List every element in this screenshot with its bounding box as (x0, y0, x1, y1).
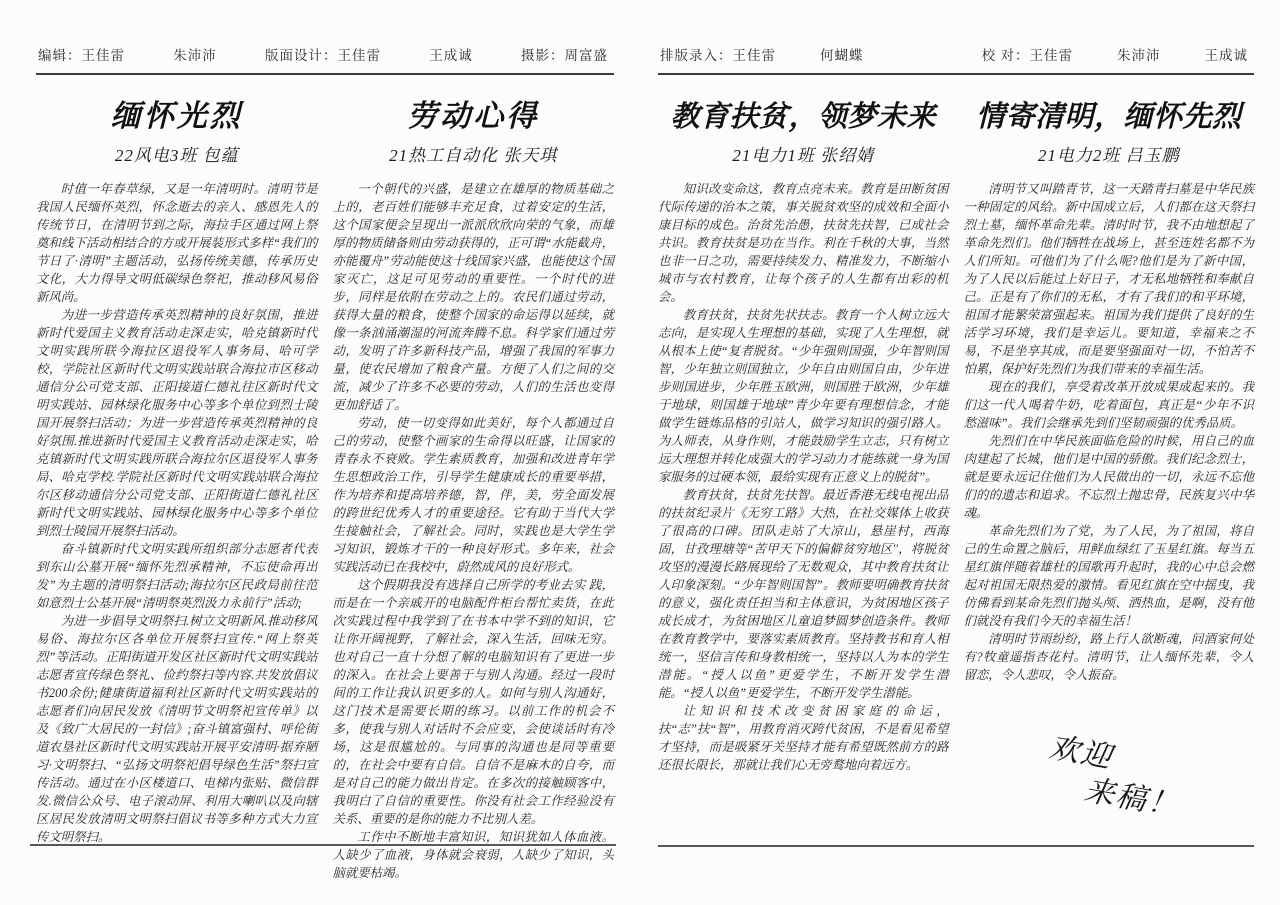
article-paragraph: 一个朝代的兴盛，是建立在雄厚的物质基础之上的，老百姓们能够丰充足食，过着安定的生活，这个国家便会呈现出一派派欣欣向荣的气象，而雄厚的物质储备则由劳动获得的，正可谓“水能截舟，亦能覆舟”劳动能使这十线国家兴盛，也能使这个国家灭亡，这足可见劳动的重要性。一个时代的进步，同样是依附在劳动之上的。农民们通过劳动，获得大量的粮食，使整个国家的命运得以延续，就像一条汹涌潮湿的河流奔腾不息。科学家们通过劳动，发明了许多新科技产品，增强了我国的军事力量，使农民增加了粮食产量。方便了人们之间的交流，减少了许多不必要的劳动，人们的生活也变得更加舒适了。 (332, 182, 614, 412)
article-2-title: 劳动心得 (407, 100, 540, 133)
welcome-note-line-1: 欢迎 (1046, 731, 1116, 775)
credit-editor-2: 朱沛沛 (173, 48, 217, 63)
article-paragraph: 清明时节雨纷纷，路上行人欲断魂，问酒家何处有?牧童遥指杏花村。清明节，让人缅怀先辈，令人留恋，令人悲叹，令人振奋。 (963, 632, 1254, 682)
article-2-byline: 21热工自动化 张天琪 (389, 146, 558, 165)
credit-layout-designer-2: 王成诚 (429, 48, 473, 63)
article-column-4 (964, 79, 1255, 774)
credit-editor: 编辑：王佳雷 (38, 48, 125, 63)
article-column-3 (658, 79, 949, 774)
right-page (658, 44, 1254, 774)
article-paragraph: 先烈们在中华民族面临危险的时候，用自己的血肉建起了长城，他们是中国的骄傲。我们纪念烈士，就是要永远记住他们为人民做出的一切，永远不忘他们的的遗志和追求。不忘烈土抛忠骨，民族复兴中华魂。 (963, 434, 1254, 520)
article-paragraph: 为进一步营造传承英烈精神的良好氛围，推进新时代爱国主义教育活动走深走实，哈克镇新时代文明实践所联今海拉区退役军人事务局、哈可学校，学院社区新时代文明实践站联合海拉市区移动通信分公可党支部、正阳接道仁德礼往区新时代文明实践站、园林绿化服务中心等多个单位到烈士陵国开展祭扫活动；为进一步营造传承英烈精神的良好氛围.推进新时代爱国主义教育活动走深走实，哈克镇新时代文明实践所联合海拉尔区退役军人事务局、哈克学校.学院社区新时代文明实践站联合海拉尔区移动通信分公司党支部、正阳街道仁德礼社区新时代文明实践站、园林绿化服务中心等多个单位到烈士陵园开展祭扫活动。 (36, 308, 318, 538)
credit-proofreader-2: 朱沛沛 (1117, 48, 1161, 63)
left-page (36, 44, 614, 882)
left-page-bottom-rule (30, 844, 616, 846)
credit-proofreading-group (982, 44, 1248, 64)
credit-proofreader-3: 王成诚 (1204, 48, 1248, 63)
credit-typesetter: 排版录入：王佳雷 (660, 48, 776, 63)
article-column-2 (333, 79, 615, 882)
article-paragraph: 奋斗镇新时代文明实践所组织部分志愿者代表到东山公墓开展“缅怀先烈承精神，不忘使命再出发”为主题的清明祭扫活动;海拉尔区民政局前往范如意烈士公基开展“清明祭英烈汲力永前行”活动; (36, 542, 318, 610)
article-paragraph: 让知识和技术改变贫困家庭的命运，扶“志”扶“智”，用教育消灭跨代贫困，不是看见希望才坚持，而是吸紧牙关坚持才能有希望既然前方的路还很长限长，那就让我们心无旁鹜地向着远方。 (658, 704, 949, 772)
article-paragraph: 这个假期我没有选择自己所学的考业去实 践，而是在一个亲戚开的电脑配件柜台帮忙卖货，在此次实践过程中我学到了在书本中学不到的知识，它让你开阔视野，了解社会，深入生活，回味无穷。也对自己一直十分想了解的电脑知识有了更进一步的深入。在社会上要善于与别人沟通。经过一段时间的工作让我认识更多的人。如何与别人沟通好，这门技术是需要长期的练习。以前工作的机会不多，使我与别人对话时不会应变，会使谈话时有冷场，这是很尴尬的。与同事的沟通也是同等重要的，在社会中要有自信。自信不是麻木的自夸，而是对自己的能力做出肯定。在多次的接触顾客中，我明白了自信的重要性。你没有社会工作经验没有关系、重要的是你的能力不比别人差。 (332, 578, 614, 826)
article-paragraph: 现在的我们，享受着改革开放成果成起来的。我们这一代人喝着牛奶，吃着面包，真正是“少年不识愁滋味”。我们会继承先到们坚韧顽强的优秀品质。 (963, 380, 1254, 430)
article-paragraph: 为进一步倡导文明祭扫.树立文明新风.推动移风易俗、海拉尔区各单位开展祭扫宣传.“网上祭英烈”等活动。正阳街道开发区社区新时代文明实践站志愿者宣传绿色祭礼、俭约祭扫等内容.共发放倡议书200余份;健康街道福利社区新时代文明实践站的志愿者们向居民发放《清明节文明祭祀宣传单》以及《致广大居民的一封信》;奋斗镇富强村、呼伦街道农垦社区新时代文明实践站开展平安清明·据弃陋习·文明祭扫、“弘扬文明祭祀倡导绿色生活”祭扫宣传活动。通过在小区楼道口、电梯内张贴、微信群发.微信公众号、电子滚动屏、利用大喇叭以及向辖区居民发放清明文明祭扫倡议书等多种方式大力宣传文明祭扫。 (36, 614, 318, 844)
article-paragraph: 工作中不断地丰富知识，知识犹如人体血液。人缺少了血液，身体就会衰弱，人缺少了知识，头脑就要枯竭。 (332, 830, 614, 880)
right-page-bottom-rule (658, 845, 1254, 847)
right-page-credits (658, 44, 1254, 75)
article-paragraph: 劳动，使一切变得如此美好，每个人都通过自己的劳动，使整个画家的生命得以旺盛，让国家的青春永不衰败。学生素质教育，加强和改进青年学生思想政治工作，引导学生健康成长的重要举措，作为培养和提高培养德，智，伴，美，劳全面发展的跨世纪优秀人才的重要途径。它有助于当代大学生接触社会，了解社会。同时，实践也是大学生学习知识，锻炼才干的一种良好形式。多年来，社会实践活动已在我校中，蔚然成风的良好形式。 (332, 416, 614, 574)
credit-typesetter-2: 何蝴蝶 (820, 48, 864, 63)
article-4-title: 情寄清明，缅怀先烈 (975, 101, 1242, 133)
credit-proofreader: 校 对：王佳雷 (981, 48, 1073, 63)
article-3-body (658, 180, 949, 774)
article-paragraph: 清明节又叫踏青节，这一天踏青扫墓是中华民族一种固定的风给。新中国成立后，人们都在这天祭扫烈土墓，缅怀革命先辈。清时时节，我不由地想起了革命先烈们。他们牺牲在战场上，甚至连姓名都不为人们所知。可他们为了什么呢?他们是为了新中国，为了人民以后能过上好日子，才无私地牺牲和奉献自己。正是有了你们的无私，才有了我们的和平环境，祖国才能繁荣富强起来。祖国为我们提供了良好的生活学习环境，我们是幸运儿。要知道，幸福来之不易，不是坐享其成，而是要坚强面对一切，不怕苦不怕累，保护好先烈们为我们带来的幸福生活。 (963, 182, 1254, 376)
article-1-body (36, 180, 318, 846)
article-paragraph: 知识改变命这，教育点亮未来。教育是田断贫困代际传递的治本之策，事关脱贫欢坚的成效和全面小康目标的成色。治贫先治愚，扶贫先扶智，已成社会共识。教育扶贫是功在当作。利在千秋的大事，当然也非一日之功，需要持续发力、精准发力，不断缩小城市与农村教育，让每个孩子的人生都有出彩的机会。 (658, 182, 949, 304)
article-4-body (964, 180, 1255, 684)
left-page-credits (36, 44, 614, 75)
credit-photographer: 摄影：周富盛 (521, 48, 608, 63)
article-1-title: 缅怀光烈 (110, 100, 243, 133)
credit-layout-designer: 版面设计：王佳雷 (265, 48, 381, 63)
right-page-columns (658, 79, 1254, 774)
article-column-1 (36, 79, 318, 882)
article-3-title: 教育扶贫，领梦未来 (670, 101, 936, 133)
article-4-byline: 21电力2班 吕玉鹏 (1037, 146, 1180, 165)
article-paragraph: 教育扶贫，扶贫先扶智。最近香港无线电视出品的扶贫纪录片《无穷工路》大热，在社交媒体上收获了很高的口碑。团队走站了大凉山，悬崖村，西海固，甘孜理塘等“苦甲天下的偏僻贫穷地区''，将脱贫攻坚的漫漫长路展现给了无数观众，其中教育扶贫让人印象深刻。“少年智则国智”。教师要明确教育扶贫的意义，强化责任担当和主体意识，为贫困地区孩子成长成才，为贫困地区儿童追梦圆梦创造条件。教师在教育教学中，要落实素质教育。坚持教书和育人相统一，坚信言传和身教相统一，坚持以人为本的学生潜能。“授人以鱼”更爱学生，不断开发学生潜能。“授人以鱼”更爱学生，不断开发学生潜能。 (658, 488, 949, 700)
article-paragraph: 教育扶贫，扶贫先状扶志。教育一个人树立远大志向，是实现人生理想的基础，实现了人生理想，就从根本上使“复者脱贫。“少年强则国强，少年智则国智，少年独立则国独立，少年自由则国自由，少年进步则国进步，少年胜玉欧洲，则国胜于欧洲，少年雄于地球，则国雄于地球”青少年要有理想信念，才能做学生链炼品格的引站人，做学习知识的强引路人。为人师表，从身作则，才能鼓励学生立志，只有树立远大理想并转化成强大的学习动力才能练就一身为国家服务的过硬本领，最给实现有正意义上的脱贫”。 (658, 308, 949, 484)
article-paragraph: 革命先烈们为了党，为了人民，为了祖国，将自己的生命置之脑后，用鲜血绿红了玉星红旗。每当五星红旗伴随着雄杜的国歌再升起时，我的心中总会燃起对祖国无限热爱的激情。看见红旗在空中摇曳，我仿佛看到某命先烈们抛头颅、洒热血，是啊，没有他们就没有我们今天的幸福生活！ (963, 524, 1254, 628)
article-paragraph: 时值一年春草绿，又是一年清明时。清明节是我国人民缅怀英烈，怀念逝去的亲人、感恩先人的传统节日，在清明节到之际，海拉手区通过网上祭奠和线下活动相结合的方或开展装形式多样“我们的节日了·清明”主题活动，弘扬传统美德，传承历史文化，大力得导文明低碳绿色祭祀，推动移风易俗新风尚。 (36, 182, 318, 304)
article-3-byline: 21电力1班 张绍婧 (732, 146, 875, 165)
welcome-note-line-2: 来稿！ (1081, 773, 1182, 823)
credit-typesetting-group (660, 44, 864, 64)
left-page-columns (36, 79, 614, 882)
article-1-byline: 22风电3班 包蕴 (114, 146, 239, 165)
article-2-body (333, 180, 615, 882)
